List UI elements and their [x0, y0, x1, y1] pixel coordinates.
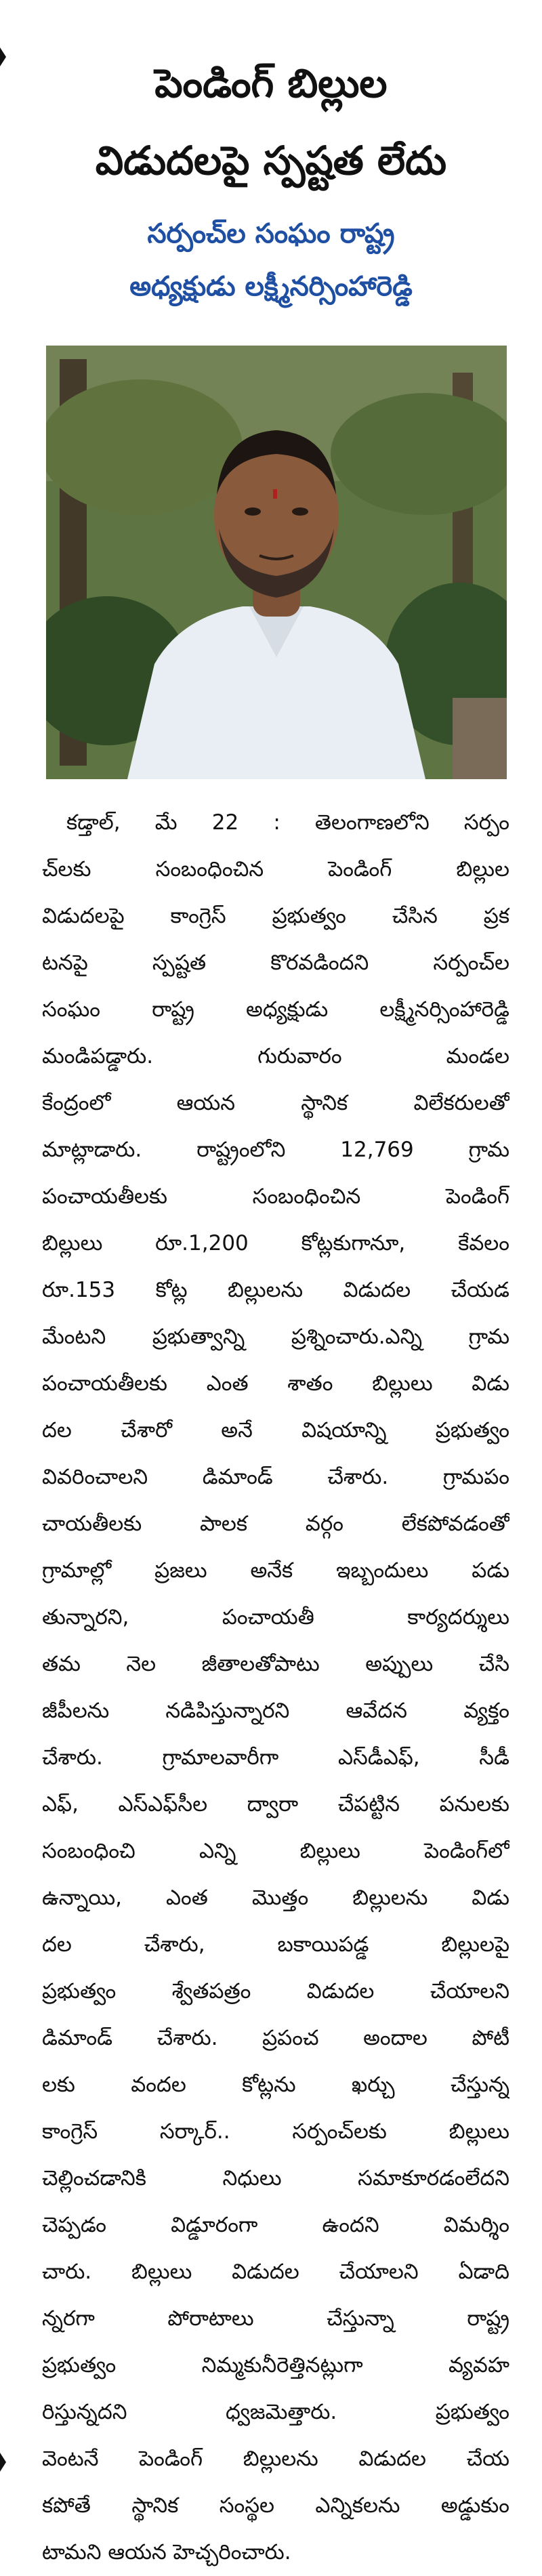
- article-line: దల చేశారు, బకాయిపడ్డ బిల్లులపై: [42, 1932, 509, 1957]
- article-line: చాయతీలకు పాలక వర్గం లేకపోవడంతో: [42, 1512, 509, 1536]
- person-photo-icon: [46, 346, 507, 779]
- article-line: ఉన్నాయి, ఎంత మొత్తం బిల్లులను విడు: [42, 1886, 509, 1910]
- article-line: విడుదలపై కాంగ్రెస్ ప్రభుత్వం చేసిన ప్రక: [42, 904, 509, 928]
- portrait-photo: [46, 346, 507, 779]
- article-line: సంఘం రాష్ట్ర అధ్యక్షుడు లక్ష్మీనర్సింహారెడ్డి: [42, 997, 509, 1022]
- article-line: దల చేశారో అనే విషయాన్ని ప్రభుత్వం: [42, 1418, 509, 1442]
- article-line: రిస్తున్నదని ధ్వజమెత్తారు. ప్రభుత్వం: [42, 2400, 509, 2424]
- subheadline-line-1: సర్పంచ్‌ల సంఘం రాష్ట్ర: [147, 218, 395, 249]
- article-line: ఎఫ్, ఎస్ఎఫ్‌సీల ద్వారా చేపట్టిన పనులకు: [42, 1792, 509, 1816]
- article-line: కాంగ్రెస్ సర్కార్.. సర్పంచ్‌లకు బిల్లులు: [42, 2119, 509, 2144]
- article-line: గ్రామాల్లో ప్రజలు అనేక ఇబ్బందులు పడు: [42, 1558, 509, 1583]
- article-line: బిల్లులు రూ.1,200 కోట్లకుగానూ, కేవలం: [42, 1231, 509, 1255]
- article-body: [42, 799, 509, 2576]
- article-line: తున్నారని, పంచాయతీ కార్యదర్శులు: [42, 1605, 509, 1629]
- article-line: మండిపడ్డారు. గురువారం మండల: [42, 1044, 509, 1068]
- article-line: ప్రభుత్వం నిమ్మకునీరెత్తినట్లుగా వ్యవహ: [42, 2353, 509, 2377]
- article-line: సంబంధించి ఎన్ని బిల్లులు పెండింగ్‌లో: [42, 1839, 509, 1863]
- article-line: చెప్పడం విడ్డూరంగా ఉందని విమర్శిం: [42, 2213, 509, 2237]
- article-line: టనపై స్పష్టత కొరవడిందని సర్పంచ్‌ల: [42, 951, 509, 975]
- headline-line-2: విడుదలపై స్పష్టత లేదు: [95, 138, 447, 184]
- article-line: పంచాయతీలకు ఎంత శాతం బిల్లులు విడు: [42, 1371, 509, 1396]
- article-line: లకు వందల కోట్లను ఖర్చు చేస్తున్న: [42, 2073, 509, 2097]
- article-line: చ్‌లకు సంబంధించిన పెండింగ్ బిల్లుల: [42, 857, 509, 881]
- article-line: కేంద్రంలో ఆయన స్థానిక విలేకరులతో: [42, 1091, 509, 1115]
- article-line: మేంటని ప్రభుత్వాన్ని ప్రశ్నించారు.ఎన్ని గ్రామ: [42, 1325, 509, 1349]
- article-line: తమ నెల జీతాలతోపాటు అప్పులు చేసి: [42, 1652, 509, 1676]
- headline-line-1: పెండింగ్ బిల్లుల: [154, 60, 388, 106]
- article-line: వెంటనే పెండింగ్ బిల్లులను విడుదల చేయ: [42, 2447, 509, 2471]
- article-line: చారు. బిల్లులు విడుదల చేయాలని ఏడాది: [42, 2260, 509, 2284]
- article-line: పంచాయతీలకు సంబంధించిన పెండింగ్: [42, 1184, 509, 1209]
- article-line: రూ.153 కోట్ల బిల్లులను విడుదల చేయడ: [42, 1278, 509, 1302]
- article-line: వివరించాలని డిమాండ్ చేశారు. గ్రామపం: [42, 1465, 509, 1489]
- article-line: ప్రభుత్వం శ్వేతపత్రం విడుదల చేయాలని: [42, 1979, 509, 2003]
- article-line: కడ్తాల్, మే 22 : తెలంగాణలోని సర్పం: [66, 810, 509, 835]
- page-edge-marker-bottom: [0, 2453, 6, 2472]
- article-line: జీపీలను నడిపిస్తున్నారని ఆవేదన వ్యక్తం: [42, 1699, 509, 1723]
- article-line: న్నరగా పోరాటాలు చేస్తున్నా రాష్ట్ర: [42, 2306, 509, 2331]
- subheadline-line-2: అధ్యక్షుడు లక్ష్మీనర్సింహారెడ్డి: [129, 271, 413, 302]
- page-edge-marker-top: [0, 47, 6, 66]
- article-line: టామని ఆయన హెచ్చరించారు.: [42, 2540, 291, 2564]
- article-line: మాట్లాడారు. రాష్ట్రంలోని 12,769 గ్రామ: [42, 1138, 509, 1162]
- article-line: చెల్లించడానికి నిధులు సమాకూరడంలేదని: [42, 2166, 509, 2190]
- article-line: డిమాండ్ చేశారు. ప్రపంచ అందాల పోటీ: [42, 2026, 509, 2050]
- article-line: కపోతే స్థానిక సంస్థల ఎన్నికలను అడ్డుకుం: [42, 2493, 509, 2518]
- article-line: చేశారు. గ్రామాలవారీగా ఎస్‌డీఎఫ్, సీడీ: [42, 1745, 509, 1770]
